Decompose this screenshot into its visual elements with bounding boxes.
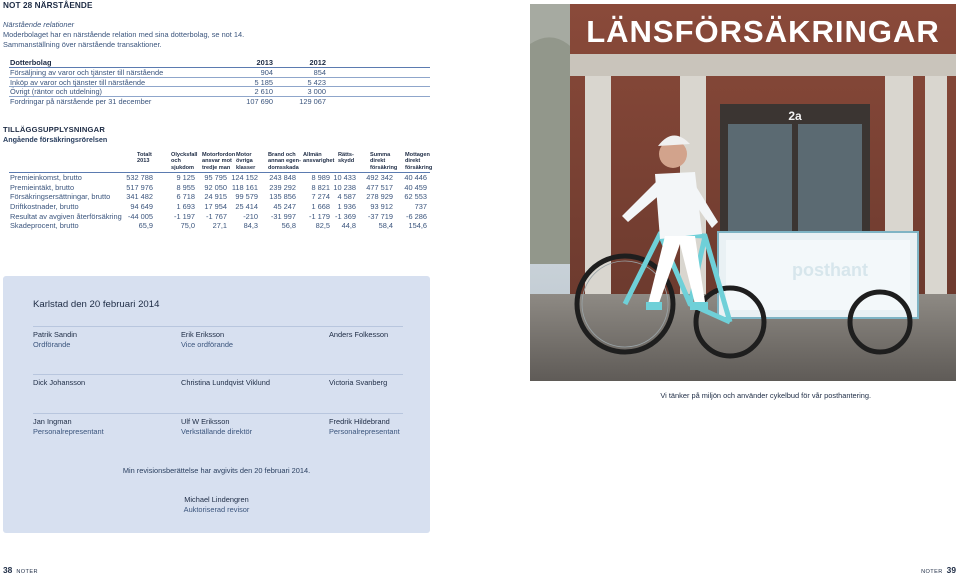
cell-value: 10 433 — [333, 173, 356, 182]
row-value-2012: 5 423 — [307, 77, 326, 87]
cell-value: 17 954 — [204, 202, 227, 212]
cell-value: 94 649 — [130, 202, 153, 212]
cell-value: 65,9 — [138, 221, 153, 231]
row-label: Försäkringsersättningar, brutto — [10, 192, 111, 202]
insurance-table — [9, 150, 433, 231]
signatory-role: Vice ordförande — [181, 340, 234, 349]
signature-line — [33, 374, 403, 375]
row-value-2012: 854 — [313, 68, 326, 77]
insurance-table-body — [9, 172, 430, 231]
signatory-name: Jan Ingman — [33, 417, 72, 426]
cell-value: 341 482 — [126, 192, 153, 202]
cell-value: 84,3 — [243, 221, 258, 231]
auditor-role: Auktoriserad revisor — [183, 505, 250, 514]
cell-value: 24 915 — [204, 192, 227, 202]
photo-caption: Vi tänker på miljön och använder cykelbud för vår posthantering. — [660, 391, 871, 400]
col-header-motor: Motor övriga klasser — [236, 152, 256, 171]
col-header-motorfordon: Motorfordon ansvar mot tredje man — [202, 152, 236, 171]
col-header-mottagen: Mottagen direkt försäkring — [405, 152, 433, 171]
signatory-name: Christina Lundqvist Viklund — [181, 378, 271, 387]
col-header-brand: Brand och annan egen- domsskada — [268, 152, 301, 171]
row-value-2013: 107 690 — [246, 96, 273, 106]
cell-value: 8 989 — [311, 173, 330, 182]
cell-value: 56,8 — [281, 221, 296, 231]
signatory-role: Verkställande direktör — [181, 427, 253, 436]
cell-value: 62 553 — [404, 192, 427, 202]
cell-value: -1 179 — [309, 211, 330, 221]
cell-value: -44 005 — [127, 211, 153, 221]
signature-date: Karlstad den 20 februari 2014 — [33, 299, 160, 310]
cell-value: -210 — [243, 211, 258, 221]
row-value-2012: 129 067 — [299, 96, 326, 106]
section-subtitle: Angående försäkringsrörelsen — [3, 135, 108, 144]
intro-line-1: Moderbolaget har en närstående relation med sina dotterbolag, se not 14. — [3, 30, 245, 39]
row-value-2013: 5 185 — [254, 77, 273, 87]
note-title: NOT 28 NÄRSTÅENDE — [3, 1, 93, 10]
cell-value: 1 693 — [176, 202, 195, 212]
cell-value: 40 459 — [404, 182, 427, 192]
row-label: Resultat av avgiven återförsäkring — [10, 211, 122, 221]
cell-value: 58,4 — [378, 221, 393, 231]
table-row — [9, 183, 430, 193]
audit-statement: Min revisionsberättelse har avgivits den 20 februari 2014. — [122, 466, 311, 475]
signature-line — [33, 413, 403, 414]
cell-value: -1 197 — [174, 211, 195, 221]
row-value-2013: 904 — [260, 68, 273, 77]
signature-line — [33, 326, 403, 327]
signature-box — [3, 276, 430, 533]
signatory-name: Patrik Sandin — [33, 330, 77, 339]
cell-value: 93 912 — [370, 202, 393, 212]
subsidiary-table-header — [9, 58, 430, 68]
footer-left — [3, 565, 38, 573]
row-value-2013: 2 610 — [254, 87, 273, 97]
cell-value: 25 414 — [235, 202, 258, 212]
signatory-role: Personalrepresentant — [33, 427, 104, 436]
cell-value: 40 446 — [404, 173, 427, 182]
cell-value: 118 161 — [231, 182, 258, 192]
signatory-name: Fredrik Hildebrand — [329, 417, 390, 426]
signatory-role: Ordförande — [33, 340, 71, 349]
cell-value: 154,6 — [408, 221, 427, 231]
signatory-role: Personalrepresentant — [329, 427, 400, 436]
intro-block — [3, 20, 244, 50]
cell-value: -31 997 — [270, 211, 296, 221]
table-row — [9, 87, 430, 97]
header-2013: 2013 — [256, 58, 273, 67]
cell-value: 278 929 — [366, 192, 393, 202]
signatory-name: Ulf W Eriksson — [181, 417, 230, 426]
col-header-allman: Allmän ansvarighet — [303, 152, 335, 165]
row-label: Inköp av varor och tjänster till närstående — [10, 77, 146, 87]
door-number: 2a — [788, 109, 802, 123]
cell-value: 92 050 — [204, 182, 227, 192]
cell-value: 44,8 — [341, 221, 356, 231]
cell-value: -1 369 — [335, 211, 356, 221]
cell-value: 99 579 — [235, 192, 258, 202]
cell-value: 10 238 — [333, 182, 356, 192]
table-row — [9, 173, 430, 183]
cell-value: 8 821 — [311, 182, 330, 192]
cell-value: 492 342 — [366, 173, 393, 182]
cell-value: 737 — [414, 202, 427, 212]
cell-value: 45 247 — [273, 202, 296, 212]
cell-value: 124 152 — [231, 173, 258, 182]
cell-value: 243 848 — [269, 173, 296, 182]
row-label: Försäljning av varor och tjänster till närstående — [10, 68, 164, 77]
row-label: Premieintäkt, brutto — [10, 182, 75, 192]
col-header-summa: Summa direkt försäkring — [370, 152, 398, 171]
header-dotterbolag: Dotterbolag — [10, 58, 52, 67]
cell-value: 27,1 — [212, 221, 227, 231]
signatory-name: Dick Johansson — [33, 378, 86, 387]
auditor-name: Michael Lindengren — [184, 495, 249, 504]
row-value-2012: 3 000 — [307, 87, 326, 97]
table-row — [9, 212, 430, 222]
row-label: Driftkostnader, brutto — [10, 202, 79, 212]
table-row — [9, 78, 430, 88]
cell-value: 532 788 — [126, 173, 153, 182]
cell-value: 135 856 — [269, 192, 296, 202]
signatory-name: Anders Folkesson — [329, 330, 389, 339]
page-number-right: 39 — [946, 565, 956, 573]
header-2012: 2012 — [309, 58, 326, 67]
page-number-left: 38 — [3, 565, 13, 573]
cell-value: 6 718 — [176, 192, 195, 202]
col-header-totalt: Totalt 2013 — [137, 152, 152, 165]
footer-label-right: NOTER — [921, 569, 943, 573]
cell-value: 239 292 — [269, 182, 296, 192]
cell-value: 4 587 — [337, 192, 356, 202]
cell-value: -6 286 — [406, 211, 427, 221]
table-row — [9, 192, 430, 202]
col-header-rattsskydd: Rätts- skydd — [338, 152, 355, 165]
cell-value: -37 719 — [367, 211, 393, 221]
cell-value: 95 795 — [204, 173, 227, 182]
row-label: Premieinkomst, brutto — [10, 173, 82, 182]
table-row — [9, 97, 430, 107]
cell-value: 75,0 — [180, 221, 195, 231]
intro-heading: Närstående relationer — [3, 20, 75, 29]
signatory-name: Victoria Svanberg — [329, 378, 388, 387]
building-sign: LÄNSFÖRSÄKRINGAR — [586, 14, 940, 49]
table-row — [9, 68, 430, 78]
section-title: TILLÄGGSUPPLYSNINGAR — [3, 125, 106, 134]
row-label: Skadeprocent, brutto — [10, 221, 79, 231]
cart-label: posthant — [792, 260, 868, 280]
cell-value: -1 767 — [206, 211, 227, 221]
insurance-table-header — [9, 150, 433, 172]
signatory-name: Erik Eriksson — [181, 330, 225, 339]
table-row — [9, 202, 430, 212]
footer-right — [921, 565, 956, 573]
cell-value: 517 976 — [126, 182, 153, 192]
row-label: Fordringar på närstående per 31 december — [10, 96, 152, 106]
cell-value: 8 955 — [176, 182, 195, 192]
cell-value: 9 125 — [176, 173, 195, 182]
cell-value: 82,5 — [315, 221, 330, 231]
cyclist-photo — [530, 4, 956, 381]
cell-value: 1 668 — [311, 202, 330, 212]
col-header-olycksfall: Olycksfall och sjukdom — [171, 152, 198, 171]
cell-value: 1 936 — [337, 202, 356, 212]
cell-value: 7 274 — [311, 192, 330, 202]
row-label: Övrigt (räntor och utdelning) — [10, 87, 103, 97]
footer-label-left: NOTER — [16, 569, 38, 573]
subsidiary-table — [9, 58, 430, 106]
cell-value: 477 517 — [366, 182, 393, 192]
table-row — [9, 221, 430, 231]
photo-illustration — [530, 4, 956, 381]
intro-line-2: Sammanställning över närstående transaktioner. — [3, 40, 162, 49]
